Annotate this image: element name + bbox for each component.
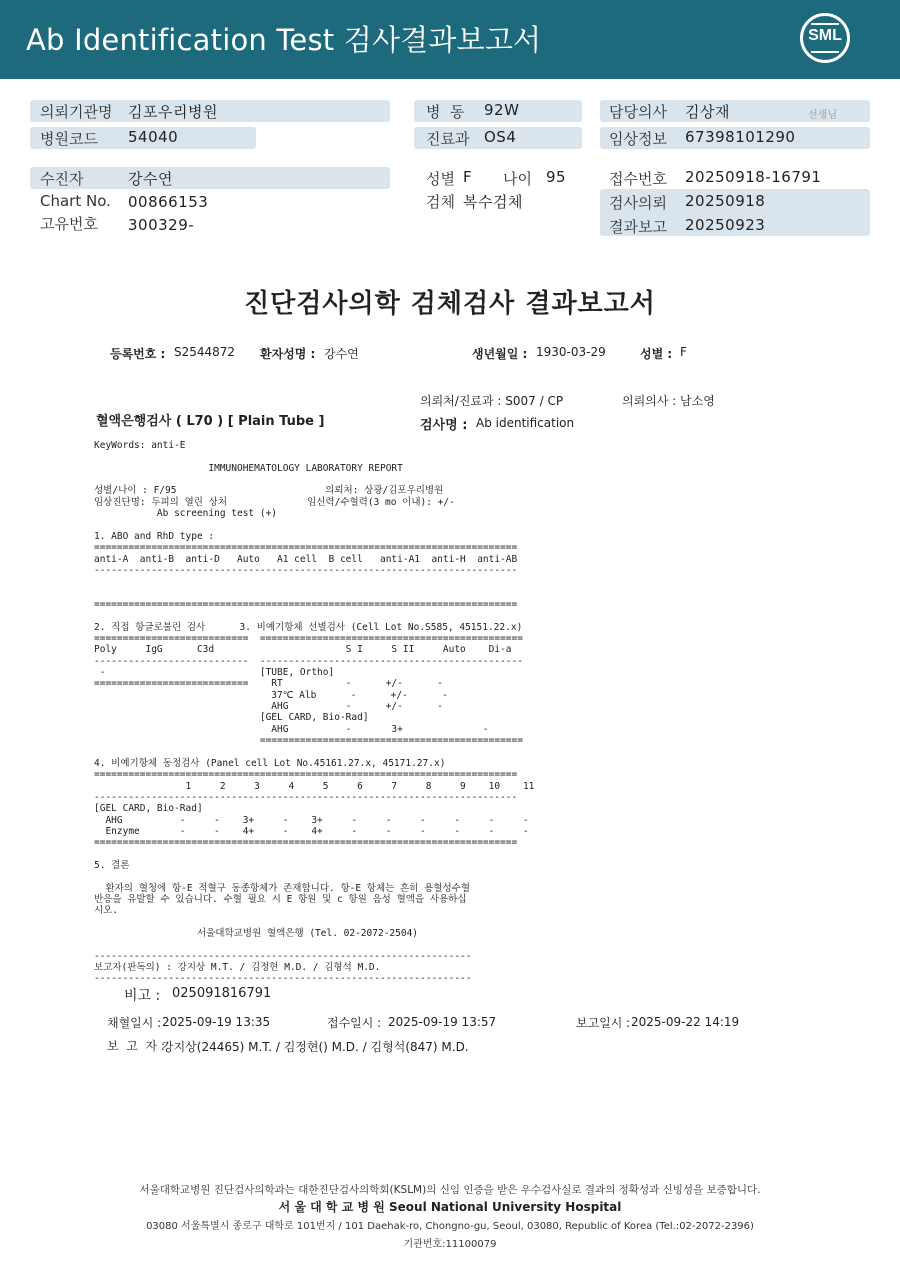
chart-label: Chart No. (40, 192, 111, 210)
reporter-label: 보 고 자 : (107, 1039, 165, 1053)
report-time-label: 보고일시 : (576, 1016, 631, 1030)
report-body-line: 4. 비예기항체 동정검사 (Panel cell Lot No.45161.27.x, 45171.27.x) (94, 757, 446, 769)
ward-label: 병 동 (426, 103, 465, 121)
report-body-line: [GEL CARD, Bio-Rad] (94, 712, 369, 724)
unique-value: 300329- (128, 216, 195, 234)
requesting-doctor-line: 의뢰의사 : 남소영 (622, 394, 715, 408)
report-sex-label: 성별 : (640, 347, 673, 361)
clinical-value: 67398101290 (685, 128, 796, 146)
report-date-value: 20250923 (685, 216, 766, 234)
info-bar-patient (30, 167, 390, 189)
report-body-line: =========================== RT - +/- - (94, 678, 443, 690)
age-value: 95 (546, 168, 567, 186)
report-body-line: [GEL CARD, Bio-Rad] (94, 803, 203, 815)
receive-value: 2025-09-19 13:57 (388, 1015, 497, 1029)
report-body-line: ------------------------------------------------------------------ (94, 973, 472, 985)
report-body-line: anti-A anti-B anti-D Auto A1 cell B cell anti-A1 anti-H anti-AB (94, 553, 518, 565)
test-name-value: Ab identification (476, 416, 575, 430)
report-body-line: AHG - 3+ - (94, 723, 489, 735)
sex-label: 성별 (426, 170, 455, 188)
footer-org-no: 기관번호:11100079 (403, 1239, 497, 1250)
collect-value: 2025-09-19 13:35 (162, 1015, 271, 1029)
report-body-line: AHG - +/- - (94, 701, 443, 713)
report-body-line: ============================================== (94, 735, 523, 747)
ward-value: 92W (484, 101, 520, 119)
report-body-line: 2. 직접 항글로불린 검사 3. 비예기항체 선별검사 (Cell Lot No.S585, 45151.22.x) (94, 621, 523, 633)
name-value: 강수연 (324, 347, 359, 361)
report-body-line: 1. ABO and RhD type : (94, 530, 215, 542)
chart-value: 00866153 (128, 193, 209, 211)
report-body-line: 임상진단명: 두피의 열린 상처 임신력/수혈력(3 mo 이내): +/- (94, 496, 455, 508)
report-body-line: 보고자(판독의) : 강지상 M.T. / 김정현 M.D. / 김형석 M.D. (94, 962, 381, 974)
report-body-line: - [TUBE, Ortho] (94, 667, 335, 678)
note-value: 025091816791 (172, 986, 272, 1001)
doctor-value: 김상재 (685, 103, 730, 121)
report-body-line: =========================== ============================================== (94, 632, 523, 644)
doctor-title: 선생님 (808, 110, 837, 121)
sex-value: F (463, 168, 473, 186)
report-body-line: Poly IgG C3d S I S II Auto Di-a (94, 644, 512, 656)
report-body-line: -------------------------------------------------------------------------- (94, 564, 518, 576)
receipt-label: 접수번호 (609, 170, 667, 188)
report-header-title: Ab Identification Test 검사결과보고서 (26, 23, 542, 57)
dept-value: OS4 (484, 128, 517, 146)
report-body-line: 반응을 유발할 수 있습니다. 수혈 필요 시 E 항원 및 c 항원 음성 혈액을 사용하십 (94, 894, 467, 905)
blood-bank-title: 혈액은행검사 ( L70 ) [ Plain Tube ] (96, 414, 325, 429)
report-date-label: 결과보고 (609, 218, 667, 236)
hospital-code-value: 54040 (128, 128, 179, 146)
report-body-line: 시오. (94, 905, 119, 917)
report-body-line: -------------------------------------------------------------------------- (94, 791, 518, 803)
footer-hospital-name: 서 울 대 학 교 병 원 Seoul National University Hospital (278, 1200, 622, 1214)
request-label: 검사의뢰 (609, 194, 667, 212)
doctor-label: 담당의사 (609, 103, 667, 121)
sml-logo: SML (800, 13, 850, 63)
birth-label: 생년월일 : (472, 347, 528, 361)
report-body-line: ========================================================================== (94, 769, 518, 781)
report-body-line: ========================================================================== (94, 837, 518, 849)
name-label: 환자성명 : (260, 347, 316, 361)
report-body-line: AHG - - 3+ - 3+ - - - - - - (94, 814, 529, 826)
footer-address: 03080 서울특별시 종로구 대학로 101번지 / 101 Daehak-ro, Chongno-gu, Seoul, 03080, Republic of Korea (Tel.:02-2072-2396) (146, 1221, 754, 1232)
reporter-value: 강지상(24465) M.T. / 김정현() M.D. / 김형석(847) M.D. (162, 1040, 469, 1054)
report-body-line: 서울대학교병원 혈액은행 (Tel. 02-2072-2504) (94, 928, 419, 940)
report-body-line: 1 2 3 4 5 6 7 8 9 10 11 (94, 780, 535, 792)
patient-label: 수진자 (40, 170, 84, 188)
report-time-value: 2025-09-22 14:19 (631, 1015, 740, 1029)
clinical-label: 임상정보 (609, 130, 667, 148)
report-body-line: 환자의 혈청에 항-E 적혈구 동종항체가 존재합니다. 항-E 항체는 흔히 용혈성수혈 (94, 882, 470, 894)
dept-line: 의뢰처/진료과 : S007 / CP (420, 394, 564, 408)
request-value: 20250918 (685, 192, 766, 210)
note-label: 비고 : (124, 988, 161, 1004)
report-body-line: 성별/나이 : F/95 의뢰처: 상광/김포우리병원 (94, 485, 444, 497)
patient-value: 강수연 (128, 170, 173, 188)
report-body-line: --------------------------- ---------------------------------------------- (94, 655, 523, 667)
birth-value: 1930-03-29 (536, 345, 606, 359)
report-body-line: 37℃ Alb - +/- - (94, 689, 448, 701)
report-body-line: Ab screening test (+) (94, 508, 278, 520)
test-name-label: 검사명 : (420, 418, 468, 433)
report-body-line: ========================================================================== (94, 598, 518, 610)
institution-value: 김포우리병원 (128, 103, 218, 121)
receive-label: 접수일시 : (327, 1016, 382, 1030)
specimen-value: 복수검체 (463, 193, 523, 211)
header-banner (0, 0, 900, 79)
report-title: 진단검사의학 검체검사 결과보고서 (244, 289, 656, 319)
footer-certification: 서울대학교병원 진단검사의학과는 대한진단검사의학회(KSLM)의 신임 인증을 받은 우수검사실로 결과의 정확성과 신빙성을 보증합니다. (139, 1184, 761, 1196)
report-body-line: 5. 결론 (94, 859, 130, 871)
report-body-line: ========================================================================== (94, 542, 518, 554)
reg-label: 등록번호 : (110, 347, 166, 361)
institution-label: 의뢰기관명 (40, 103, 113, 121)
age-label: 나이 (503, 170, 532, 188)
specimen-label: 검체 (426, 193, 455, 211)
receipt-value: 20250918-16791 (685, 168, 822, 186)
reg-value: S2544872 (174, 345, 236, 359)
hospital-code-label: 병원코드 (40, 130, 98, 148)
report-body-line: IMMUNOHEMATOLOGY LABORATORY REPORT (94, 462, 403, 474)
report-body-line: ------------------------------------------------------------------ (94, 950, 472, 962)
report-body-line: KeyWords: anti-E (94, 440, 186, 451)
report-body-line: Enzyme - - 4+ - 4+ - - - - - - (94, 825, 529, 837)
collect-label: 채혈일시 : (107, 1016, 162, 1030)
unique-label: 고유번호 (40, 215, 98, 233)
report-sex-value: F (680, 345, 687, 359)
dept-label: 진료과 (426, 130, 470, 148)
